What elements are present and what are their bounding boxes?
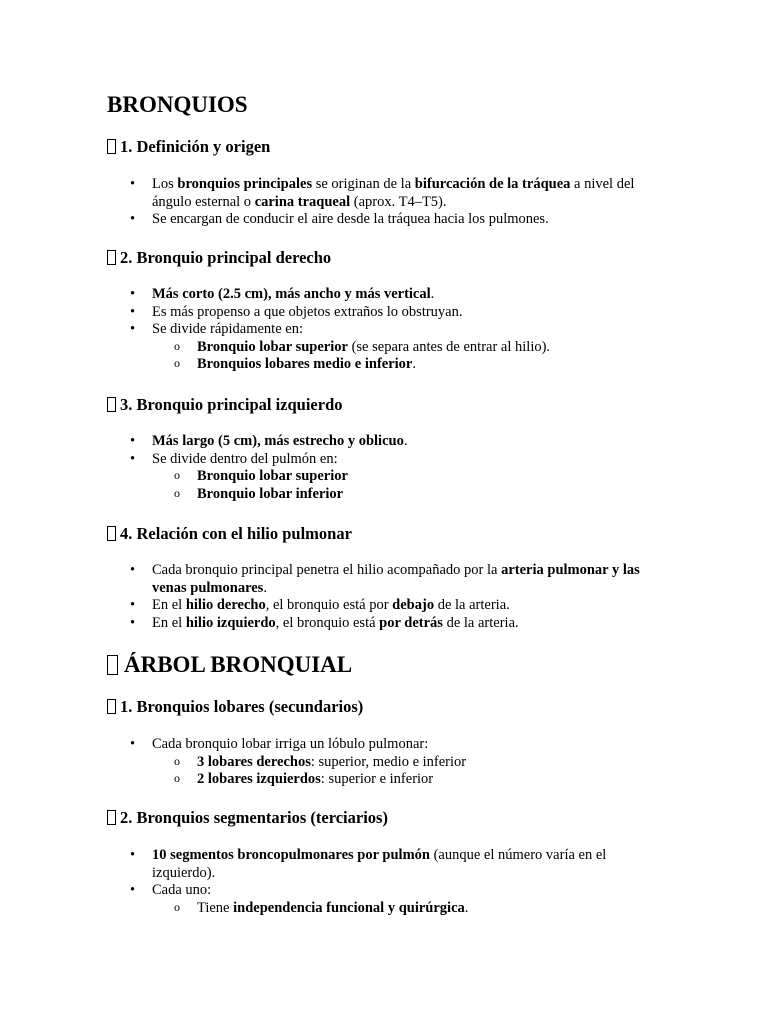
section-heading-izquierdo: 3. Bronquio principal izquierdo <box>107 395 343 415</box>
list-item: • En el hilio izquierdo, el bronquio está por detrás de la arteria. <box>152 615 667 633</box>
list-item: • Cada bronquio principal penetra el hilio acompañado por la arteria pulmonar y las venas pulmonares. <box>152 562 667 597</box>
section-heading-definicion: 1. Definición y origen <box>107 137 270 157</box>
section-heading-derecho: 2. Bronquio principal derecho <box>107 248 331 268</box>
section-list-lobares <box>152 736 667 789</box>
sublist-item: o Tiene independencia funcional y quirúrgica. <box>197 900 667 918</box>
list-item: • Cada uno: o Tiene independencia funcional y quirúrgica. <box>152 882 667 917</box>
missing-glyph-icon <box>107 810 116 825</box>
document-title-arbol: ÁRBOL BRONQUIAL <box>107 652 352 678</box>
document-title: BRONQUIOS <box>107 92 248 117</box>
section-list-izquierdo <box>152 433 667 503</box>
sublist <box>152 468 667 503</box>
missing-glyph-icon <box>107 526 116 541</box>
list-item: • Se divide rápidamente en: o Bronquio lobar superior (se separa antes de entrar al hilio). o Bronquios lobares medio e inferior. <box>152 321 667 374</box>
list-item: • Los bronquios principales se originan de la bifurcación de la tráquea a nivel del ángulo esternal o carina traqueal (aprox. T4–T5). <box>152 176 667 211</box>
section-heading-lobares: 1. Bronquios lobares (secundarios) <box>107 697 363 717</box>
section-list-segmentarios <box>152 847 667 917</box>
list-item: • Se divide dentro del pulmón en: o Bronquio lobar superior o Bronquio lobar inferior <box>152 451 667 504</box>
missing-glyph-icon <box>107 699 116 714</box>
sublist-item: o Bronquios lobares medio e inferior. <box>197 356 667 374</box>
list-item: • Más largo (5 cm), más estrecho y oblicuo. <box>152 433 667 451</box>
list-item: • Más corto (2.5 cm), más ancho y más vertical. <box>152 286 667 304</box>
list-item: • En el hilio derecho, el bronquio está por debajo de la arteria. <box>152 597 667 615</box>
missing-glyph-icon <box>107 655 118 675</box>
list-item: • Cada bronquio lobar irriga un lóbulo pulmonar: o 3 lobares derechos: superior, medio e inferior o 2 lobares izquierdos: superior e inferior <box>152 736 667 789</box>
sublist <box>152 900 667 918</box>
sublist-item: o 3 lobares derechos: superior, medio e inferior <box>197 754 667 772</box>
sublist <box>152 339 667 374</box>
list-item: • Se encargan de conducir el aire desde la tráquea hacia los pulmones. <box>152 211 667 229</box>
section-list-hilio <box>152 562 667 632</box>
section-list-derecho <box>152 286 667 374</box>
section-heading-hilio: 4. Relación con el hilio pulmonar <box>107 524 352 544</box>
sublist <box>152 754 667 789</box>
sublist-item: o Bronquio lobar superior (se separa antes de entrar al hilio). <box>197 339 667 357</box>
list-item: • Es más propenso a que objetos extraños lo obstruyan. <box>152 304 667 322</box>
missing-glyph-icon <box>107 250 116 265</box>
missing-glyph-icon <box>107 397 116 412</box>
section-heading-segmentarios: 2. Bronquios segmentarios (terciarios) <box>107 808 388 828</box>
sublist-item: o Bronquio lobar superior <box>197 468 667 486</box>
section-list-definicion <box>152 176 667 229</box>
sublist-item: o 2 lobares izquierdos: superior e inferior <box>197 771 667 789</box>
missing-glyph-icon <box>107 139 116 154</box>
sublist-item: o Bronquio lobar inferior <box>197 486 667 504</box>
list-item: • 10 segmentos broncopulmonares por pulmón (aunque el número varía en el izquierdo). <box>152 847 667 882</box>
